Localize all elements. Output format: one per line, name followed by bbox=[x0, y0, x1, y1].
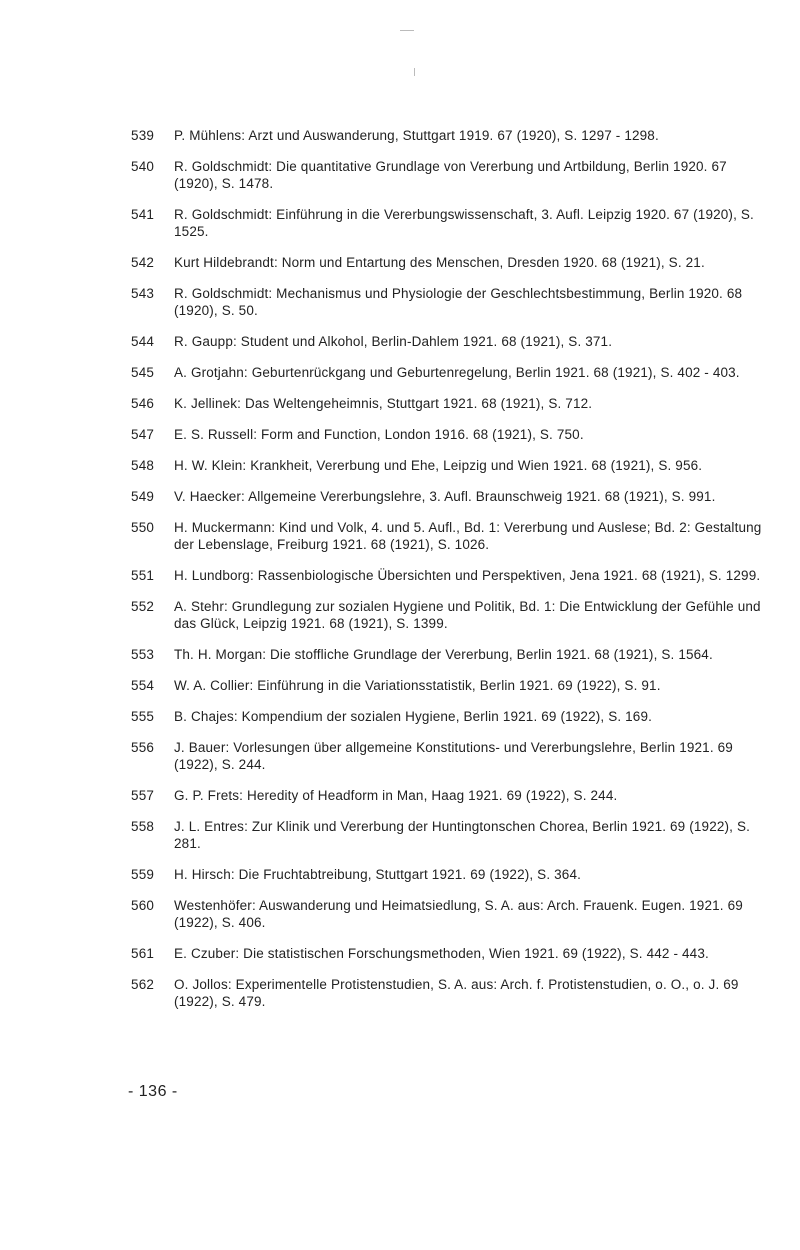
entry-number: 549 bbox=[131, 489, 155, 504]
entry-text: G. P. Frets: Heredity of Headform in Man, Haag 1921. 69 (1922), S. 244. bbox=[174, 788, 618, 803]
entry-text: O. Jollos: Experimentelle Protistenstudien, S. A. aus: Arch. f. Protistenstudien, o. O., o. J. 69 (1922), S. 479. bbox=[174, 977, 739, 1009]
entry-text: H. Hirsch: Die Fruchtabtreibung, Stuttgart 1921. 69 (1922), S. 364. bbox=[174, 867, 582, 882]
entry-number: 547 bbox=[131, 427, 155, 442]
entry-number: 545 bbox=[131, 365, 155, 380]
entry-text: R. Goldschmidt: Mechanismus und Physiologie der Geschlechtsbestimmung, Berlin 1920. 68 (1920), S. 50. bbox=[174, 286, 743, 318]
entry-text: H. Lundborg: Rassenbiologische Übersichten und Perspektiven, Jena 1921. 68 (1921), S. 1299. bbox=[174, 568, 761, 583]
list-item bbox=[131, 127, 771, 144]
list-item bbox=[131, 567, 771, 584]
list-item bbox=[131, 426, 771, 443]
list-item bbox=[131, 206, 771, 240]
entry-text: W. A. Collier: Einführung in die Variationsstatistik, Berlin 1921. 69 (1922), S. 91. bbox=[174, 678, 661, 693]
entry-number: 541 bbox=[131, 207, 155, 222]
entry-text: H. W. Klein: Krankheit, Vererbung und Ehe, Leipzig und Wien 1921. 68 (1921), S. 956. bbox=[174, 458, 703, 473]
entry-text: R. Goldschmidt: Die quantitative Grundlage von Vererbung und Artbildung, Berlin 1920. 67 (1920), S. 1478. bbox=[174, 159, 727, 191]
entry-number: 560 bbox=[131, 898, 155, 913]
list-item bbox=[131, 646, 771, 663]
entry-number: 542 bbox=[131, 255, 155, 270]
list-item bbox=[131, 254, 771, 271]
list-item bbox=[131, 787, 771, 804]
entry-number: 540 bbox=[131, 159, 155, 174]
entry-text: Westenhöfer: Auswanderung und Heimatsiedlung, S. A. aus: Arch. Frauenk. Eugen. 1921. 69 (1922), S. 406. bbox=[174, 898, 743, 930]
entry-number: 548 bbox=[131, 458, 155, 473]
entry-number: 559 bbox=[131, 867, 155, 882]
entry-number: 555 bbox=[131, 709, 155, 724]
entry-number: 561 bbox=[131, 946, 155, 961]
list-item bbox=[131, 598, 771, 632]
entry-number: 556 bbox=[131, 740, 155, 755]
entry-text: V. Haecker: Allgemeine Vererbungslehre, 3. Aufl. Braunschweig 1921. 68 (1921), S. 991. bbox=[174, 489, 716, 504]
entry-number: 546 bbox=[131, 396, 155, 411]
entry-text: E. Czuber: Die statistischen Forschungsmethoden, Wien 1921. 69 (1922), S. 442 - 443. bbox=[174, 946, 709, 961]
list-item bbox=[131, 897, 771, 931]
list-item bbox=[131, 488, 771, 505]
entry-number: 543 bbox=[131, 286, 155, 301]
entry-text: Kurt Hildebrandt: Norm und Entartung des Menschen, Dresden 1920. 68 (1921), S. 21. bbox=[174, 255, 705, 270]
bibliography-list bbox=[131, 127, 771, 1024]
list-item bbox=[131, 364, 771, 381]
entry-text: J. L. Entres: Zur Klinik und Vererbung der Huntingtonschen Chorea, Berlin 1921. 69 (1922), S. 281. bbox=[174, 819, 751, 851]
entry-text: P. Mühlens: Arzt und Auswanderung, Stuttgart 1919. 67 (1920), S. 1297 - 1298. bbox=[174, 128, 659, 143]
list-item bbox=[131, 976, 771, 1010]
entry-text: B. Chajes: Kompendium der sozialen Hygiene, Berlin 1921. 69 (1922), S. 169. bbox=[174, 709, 653, 724]
entry-text: Th. H. Morgan: Die stoffliche Grundlage der Vererbung, Berlin 1921. 68 (1921), S. 1564. bbox=[174, 647, 713, 662]
entry-text: R. Gaupp: Student und Alkohol, Berlin-Dahlem 1921. 68 (1921), S. 371. bbox=[174, 334, 613, 349]
list-item bbox=[131, 708, 771, 725]
scan-speck bbox=[400, 30, 414, 31]
entry-text: H. Muckermann: Kind und Volk, 4. und 5. Aufl., Bd. 1: Vererbung und Auslese; Bd. 2: Gestaltung der Lebenslage, Freiburg 1921. 68 (1921), S. 1026. bbox=[174, 520, 762, 552]
entry-text: E. S. Russell: Form and Function, London 1916. 68 (1921), S. 750. bbox=[174, 427, 584, 442]
list-item bbox=[131, 395, 771, 412]
list-item bbox=[131, 677, 771, 694]
entry-number: 562 bbox=[131, 977, 155, 992]
scan-speck bbox=[414, 68, 415, 76]
entry-number: 539 bbox=[131, 128, 155, 143]
list-item bbox=[131, 818, 771, 852]
entry-number: 544 bbox=[131, 334, 155, 349]
entry-text: J. Bauer: Vorlesungen über allgemeine Konstitutions- und Vererbungslehre, Berlin 1921. 69 (1922), S. 244. bbox=[174, 740, 733, 772]
entry-text: K. Jellinek: Das Weltengeheimnis, Stuttgart 1921. 68 (1921), S. 712. bbox=[174, 396, 593, 411]
list-item bbox=[131, 333, 771, 350]
page-number: - 136 - bbox=[128, 1083, 178, 1100]
entry-text: R. Goldschmidt: Einführung in die Vererbungswissenschaft, 3. Aufl. Leipzig 1920. 67 (1920), S. 1525. bbox=[174, 207, 754, 239]
entry-number: 551 bbox=[131, 568, 155, 583]
list-item bbox=[131, 739, 771, 773]
entry-number: 557 bbox=[131, 788, 155, 803]
entry-number: 552 bbox=[131, 599, 155, 614]
list-item bbox=[131, 285, 771, 319]
entry-number: 553 bbox=[131, 647, 155, 662]
entry-number: 550 bbox=[131, 520, 155, 535]
list-item bbox=[131, 866, 771, 883]
entry-text: A. Grotjahn: Geburtenrückgang und Geburtenregelung, Berlin 1921. 68 (1921), S. 402 - 403. bbox=[174, 365, 740, 380]
list-item bbox=[131, 457, 771, 474]
list-item bbox=[131, 158, 771, 192]
list-item bbox=[131, 945, 771, 962]
list-item bbox=[131, 519, 771, 553]
entry-number: 554 bbox=[131, 678, 155, 693]
entry-text: A. Stehr: Grundlegung zur sozialen Hygiene und Politik, Bd. 1: Die Entwicklung der Gefühle und das Glück, Leipzig 1921. 68 (1921), S. 1399. bbox=[174, 599, 761, 631]
entry-number: 558 bbox=[131, 819, 155, 834]
